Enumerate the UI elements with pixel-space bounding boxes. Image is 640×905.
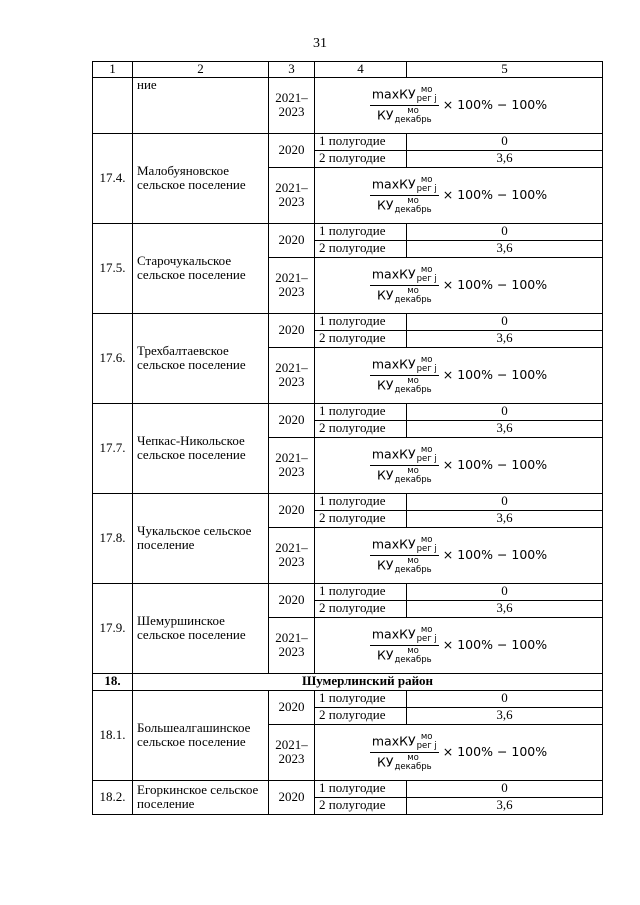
municipality-row [93, 690, 603, 707]
municipality-number: 18.1. [93, 690, 133, 780]
period-years: 2021– 2023 [269, 257, 315, 313]
formula-cell [315, 437, 603, 493]
formula-j: j [434, 363, 437, 374]
formula-denominator [375, 196, 434, 215]
municipality-number: 17.9. [93, 583, 133, 673]
period-year-2020: 2020 [269, 780, 315, 814]
formula-cell [315, 167, 603, 223]
formula-sup-sub [417, 356, 437, 374]
formula [370, 176, 547, 216]
first-half-label: 1 полугодие [315, 583, 407, 600]
formula-mo: мо [407, 286, 419, 297]
formula-j: j [434, 740, 437, 751]
formula-mo: мо [420, 624, 433, 635]
formula-tail: × 100% − 100% [442, 277, 548, 293]
section-title: Шумерлинский район [133, 673, 603, 690]
period-year-2020: 2020 [269, 690, 315, 724]
formula-sup-sub [395, 647, 432, 665]
period-year-2020: 2020 [269, 403, 315, 437]
municipality-row [93, 583, 603, 600]
formula-reg-j [417, 95, 437, 104]
header-row [93, 62, 603, 78]
municipality-number: 17.8. [93, 493, 133, 583]
formula-ku: КУ [377, 287, 394, 303]
second-half-value: 3,6 [407, 510, 603, 527]
formula-numerator [370, 266, 439, 287]
formula-mo: мо [407, 106, 419, 117]
formula-december: декабрь [394, 115, 432, 126]
formula-sup-sub [395, 377, 432, 395]
formula-reg-j [417, 455, 437, 464]
formula-ku: КУ [399, 266, 416, 282]
formula-reg: рег [416, 93, 432, 104]
formula-numerator [370, 176, 439, 197]
formula-max: max [371, 86, 400, 102]
second-half-value: 3,6 [407, 240, 603, 257]
formula-fraction [370, 266, 439, 306]
first-half-label: 1 полугодие [315, 133, 407, 150]
first-half-value: 0 [407, 403, 603, 420]
formula-denominator [375, 753, 434, 772]
municipality-number: 18.2. [93, 780, 133, 814]
municipality-number: 17.7. [93, 403, 133, 493]
formula [370, 626, 547, 666]
formula-max: max [371, 626, 400, 642]
formula [370, 733, 547, 773]
municipality-name: Чукальское сельское поселение [133, 493, 269, 583]
formula-reg: рег [416, 543, 432, 554]
formula-j: j [434, 453, 437, 464]
formula-ku: КУ [377, 107, 394, 123]
formula-december: декабрь [394, 565, 432, 576]
first-half-value: 0 [407, 223, 603, 240]
formula-december: декабрь [394, 385, 432, 396]
section-row [93, 673, 603, 690]
first-half-label: 1 полугодие [315, 493, 407, 510]
period-year-2020: 2020 [269, 133, 315, 167]
formula-max: max [371, 733, 400, 749]
formula-reg: рег [416, 363, 432, 374]
formula-ku: КУ [399, 733, 416, 749]
header-col-1: 1 [93, 62, 133, 78]
first-half-label: 1 полугодие [315, 223, 407, 240]
formula-mo: мо [420, 174, 433, 185]
period-year-2020: 2020 [269, 583, 315, 617]
formula-ku: КУ [377, 467, 394, 483]
municipality-row [93, 493, 603, 510]
formula-mo: мо [407, 196, 419, 207]
period-year-2020: 2020 [269, 313, 315, 347]
formula-tail: × 100% − 100% [442, 637, 548, 653]
formula-sup-sub [417, 536, 437, 554]
formula [370, 356, 547, 396]
municipality-name: Егоркинское сельское поселение [133, 780, 269, 814]
second-half-value: 3,6 [407, 150, 603, 167]
second-half-value: 3,6 [407, 420, 603, 437]
formula-ku: КУ [399, 536, 416, 552]
formula-tail: × 100% − 100% [442, 744, 548, 760]
second-half-value: 3,6 [407, 330, 603, 347]
formula [370, 536, 547, 576]
period-year-2020: 2020 [269, 493, 315, 527]
period-years: 2021– 2023 [269, 437, 315, 493]
period-years: 2021– 2023 [269, 527, 315, 583]
second-half-label: 2 полугодие [315, 797, 407, 814]
formula-max: max [371, 536, 400, 552]
period-years: 2021– 2023 [269, 724, 315, 780]
formula-mo: мо [420, 354, 433, 365]
section-number: 18. [93, 673, 133, 690]
formula-fraction [370, 446, 439, 486]
municipality-name: Чепкас-Никольское сельское поселение [133, 403, 269, 493]
formula-december: декабрь [394, 205, 432, 216]
formula-reg-j [417, 185, 437, 194]
formula-reg: рег [416, 183, 432, 194]
municipality-name: Старочукальское сельское поселение [133, 223, 269, 313]
formula-ku: КУ [377, 557, 394, 573]
first-half-label: 1 полугодие [315, 313, 407, 330]
formula-numerator [370, 536, 439, 557]
header-col-3: 3 [269, 62, 315, 78]
formula-sup-sub [417, 446, 437, 464]
formula-cell [315, 617, 603, 673]
second-half-label: 2 полугодие [315, 330, 407, 347]
formula-j: j [434, 543, 437, 554]
continuation-name: ние [133, 77, 269, 133]
formula-fraction [370, 86, 439, 126]
formula-reg: рег [416, 453, 432, 464]
municipality-row [93, 223, 603, 240]
municipality-number: 17.6. [93, 313, 133, 403]
formula-mo: мо [407, 556, 419, 567]
formula-cell [315, 77, 603, 133]
formula-ku: КУ [399, 356, 416, 372]
formula-numerator [370, 446, 439, 467]
period-years: 2021– 2023 [269, 167, 315, 223]
formula-denominator [375, 556, 434, 575]
formula-tail: × 100% − 100% [442, 367, 548, 383]
second-half-label: 2 полугодие [315, 510, 407, 527]
municipality-number: 17.4. [93, 133, 133, 223]
formula-reg-j [417, 365, 437, 374]
municipality-row [93, 780, 603, 797]
formula-denominator [375, 466, 434, 485]
formula-j: j [434, 93, 437, 104]
municipality-name: Трехбалтаевское сельское поселение [133, 313, 269, 403]
formula-fraction [370, 536, 439, 576]
municipality-name: Малобуяновское сельское поселение [133, 133, 269, 223]
formula-mo: мо [420, 264, 433, 275]
formula-sup-sub [417, 626, 437, 644]
formula-reg: рег [416, 740, 432, 751]
formula-december: декабрь [394, 295, 432, 306]
continuation-row [93, 77, 603, 133]
first-half-value: 0 [407, 583, 603, 600]
formula-reg-j [417, 742, 437, 751]
first-half-value: 0 [407, 313, 603, 330]
formula-mo: мо [420, 534, 433, 545]
formula-ku: КУ [399, 86, 416, 102]
formula-max: max [371, 176, 400, 192]
formula-sup-sub [395, 287, 432, 305]
formula-numerator [370, 356, 439, 377]
municipality-row [93, 403, 603, 420]
formula-cell [315, 527, 603, 583]
formula-reg-j [417, 545, 437, 554]
formula-mo: мо [407, 753, 419, 764]
first-half-value: 0 [407, 493, 603, 510]
formula-denominator [375, 646, 434, 665]
second-half-label: 2 полугодие [315, 600, 407, 617]
formula-cell [315, 724, 603, 780]
header-col-2: 2 [133, 62, 269, 78]
formula-ku: КУ [377, 377, 394, 393]
formula-denominator [375, 376, 434, 395]
formula-fraction [370, 626, 439, 666]
formula-sup-sub [395, 197, 432, 215]
period-years: 2021– 2023 [269, 617, 315, 673]
formula-cell [315, 347, 603, 403]
formula-mo: мо [407, 466, 419, 477]
formula-cell [315, 257, 603, 313]
formula-sup-sub [395, 754, 432, 772]
formula-ku: КУ [399, 626, 416, 642]
formula-max: max [371, 446, 400, 462]
formula-tail: × 100% − 100% [442, 187, 548, 203]
formula-mo: мо [420, 444, 433, 455]
formula-j: j [434, 183, 437, 194]
formula-numerator [370, 626, 439, 647]
formula-numerator [370, 86, 439, 107]
period-years: 2021– 2023 [269, 77, 315, 133]
formula [370, 266, 547, 306]
formula-mo: мо [420, 731, 433, 742]
formula-tail: × 100% − 100% [442, 97, 548, 113]
header-col-5: 5 [407, 62, 603, 78]
formula-max: max [371, 266, 400, 282]
formula-ku: КУ [399, 446, 416, 462]
formula-ku: КУ [399, 176, 416, 192]
municipality-row [93, 133, 603, 150]
first-half-value: 0 [407, 780, 603, 797]
tariff-table [92, 61, 603, 815]
formula-reg-j [417, 635, 437, 644]
second-half-value: 3,6 [407, 600, 603, 617]
formula-ku: КУ [377, 197, 394, 213]
formula-max: max [371, 356, 400, 372]
first-half-value: 0 [407, 690, 603, 707]
formula [370, 446, 547, 486]
municipality-row [93, 313, 603, 330]
formula-sup-sub [417, 266, 437, 284]
formula-fraction [370, 176, 439, 216]
formula-reg: рег [416, 633, 432, 644]
municipality-name: Большеалгашинское сельское поселение [133, 690, 269, 780]
page-number: 31 [313, 36, 327, 51]
continuation-num-cell [93, 77, 133, 133]
second-half-label: 2 полугодие [315, 707, 407, 724]
first-half-label: 1 полугодие [315, 403, 407, 420]
formula-ku: КУ [377, 754, 394, 770]
municipality-number: 17.5. [93, 223, 133, 313]
header-col-4: 4 [315, 62, 407, 78]
formula-ku: КУ [377, 647, 394, 663]
formula-fraction [370, 356, 439, 396]
period-year-2020: 2020 [269, 223, 315, 257]
formula-numerator [370, 733, 439, 754]
formula-tail: × 100% − 100% [442, 457, 548, 473]
second-half-label: 2 полугодие [315, 150, 407, 167]
formula-sup-sub [395, 107, 432, 125]
first-half-value: 0 [407, 133, 603, 150]
formula-j: j [434, 633, 437, 644]
formula-mo: мо [407, 646, 419, 657]
first-half-label: 1 полугодие [315, 690, 407, 707]
formula-december: декабрь [394, 655, 432, 666]
first-half-label: 1 полугодие [315, 780, 407, 797]
formula-sup-sub [417, 86, 437, 104]
formula-sup-sub [395, 467, 432, 485]
second-half-label: 2 полугодие [315, 420, 407, 437]
formula-fraction [370, 733, 439, 773]
second-half-value: 3,6 [407, 707, 603, 724]
formula [370, 86, 547, 126]
formula-j: j [434, 273, 437, 284]
formula-denominator [375, 106, 434, 125]
second-half-value: 3,6 [407, 797, 603, 814]
period-years: 2021– 2023 [269, 347, 315, 403]
formula-sup-sub [417, 733, 437, 751]
formula-sup-sub [395, 557, 432, 575]
formula-reg: рег [416, 273, 432, 284]
formula-mo: мо [407, 376, 419, 387]
formula-sup-sub [417, 176, 437, 194]
municipality-name: Шемуршинское сельское поселение [133, 583, 269, 673]
formula-mo: мо [420, 84, 433, 95]
formula-december: декабрь [394, 762, 432, 773]
formula-denominator [375, 286, 434, 305]
formula-tail: × 100% − 100% [442, 547, 548, 563]
second-half-label: 2 полугодие [315, 240, 407, 257]
formula-december: декабрь [394, 475, 432, 486]
formula-reg-j [417, 275, 437, 284]
